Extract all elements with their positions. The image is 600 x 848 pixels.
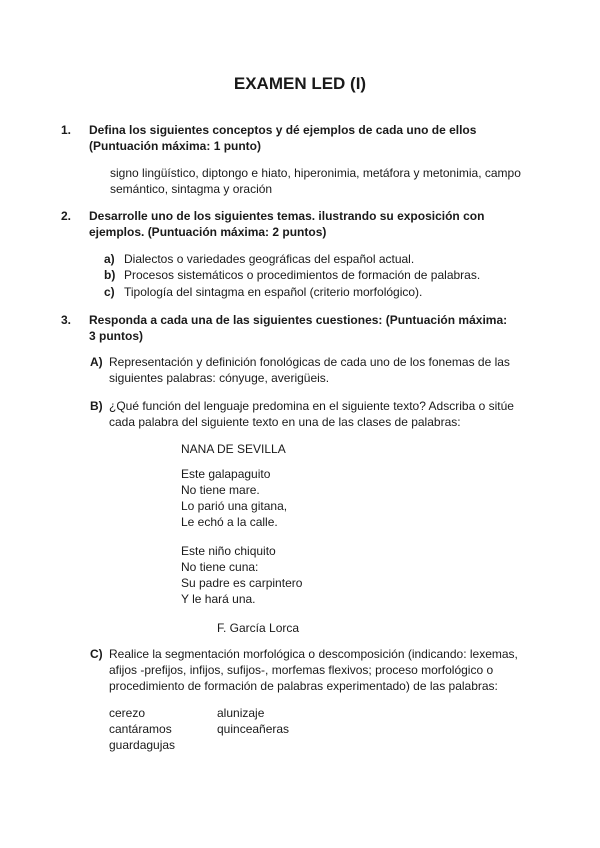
question-3-number: 3. — [61, 313, 72, 327]
poem-title: NANA DE SEVILLA — [181, 442, 286, 456]
word-item: quinceañeras — [217, 722, 290, 736]
word-item: cerezo — [109, 706, 146, 720]
question-1 — [61, 122, 509, 154]
poem-line: Lo parió una gitana, — [181, 499, 288, 513]
part-label: C) — [90, 647, 103, 661]
poem-line: No tiene mare. — [181, 483, 260, 497]
question-2-option-b — [104, 267, 534, 283]
question-2-option-a — [104, 251, 534, 267]
question-3-part-c — [90, 646, 529, 694]
poem-stanza-2 — [181, 543, 441, 607]
page-title: EXAMEN LED (I) — [233, 74, 367, 93]
question-2-number: 2. — [61, 209, 72, 223]
option-text: Dialectos o variedades geográficas del español actual. — [124, 252, 415, 266]
word-list-column-1 — [109, 705, 229, 753]
question-3-part-a — [90, 354, 529, 386]
option-label: a) — [104, 252, 115, 266]
word-item: alunizaje — [217, 706, 265, 720]
word-item: cantáramos — [109, 722, 172, 736]
question-1-terms: signo lingüístico, diptongo e hiato, hiperonimia, metáfora y metonimia, campo semántico, sintagma y oración — [110, 166, 521, 196]
question-3-text: Responda a cada una de las siguientes cuestiones: (Puntuación máxima: 3 puntos) — [89, 313, 508, 343]
option-text: Procesos sistemáticos o procedimientos de formación de palabras. — [124, 268, 481, 282]
option-label: b) — [104, 268, 116, 282]
poem-line: Su padre es carpintero — [181, 576, 303, 590]
option-label: c) — [104, 285, 115, 299]
word-item: guardagujas — [109, 738, 176, 752]
question-2-text: Desarrolle uno de los siguientes temas. ilustrando su exposición con ejemplos. (Puntuación máxima: 2 puntos) — [89, 209, 485, 239]
part-text: Representación y definición fonológicas de cada uno de los fonemas de las siguientes palabras: cónyuge, averigüeis. — [109, 355, 510, 385]
poem-line: Y le hará una. — [181, 592, 256, 606]
part-text: Realice la segmentación morfológica o descomposición (indicando: lexemas, afijos -prefijos, infijos, sufijos-, morfemas flexivos; proceso morfológico o procedimiento de formación de palabras experimentado) de las palabras: — [109, 647, 518, 693]
poem-line: No tiene cuna: — [181, 560, 259, 574]
poem-line: Este galapaguito — [181, 467, 271, 481]
question-2-option-c — [104, 284, 534, 300]
poem-stanza-1 — [181, 466, 441, 530]
option-text: Tipología del sintagma en español (criterio morfológico). — [124, 285, 423, 299]
poem-author: F. García Lorca — [217, 621, 300, 635]
question-1-number: 1. — [61, 123, 72, 137]
question-3-part-b — [90, 398, 529, 430]
part-text: ¿Qué función del lenguaje predomina en el siguiente texto? Adscriba o sitúe cada palabra del siguiente texto en una de las clases de palabras: — [109, 399, 514, 429]
question-3 — [61, 312, 509, 344]
poem-line: Este niño chiquito — [181, 544, 276, 558]
question-1-text: Defina los siguientes conceptos y dé ejemplos de cada uno de ellos (Puntuación máxima: 1 punto) — [89, 123, 477, 153]
question-2 — [61, 208, 509, 240]
part-label: A) — [90, 355, 103, 369]
word-list-column-2 — [217, 705, 337, 737]
poem-line: Le echó a la calle. — [181, 515, 278, 529]
part-label: B) — [90, 399, 103, 413]
